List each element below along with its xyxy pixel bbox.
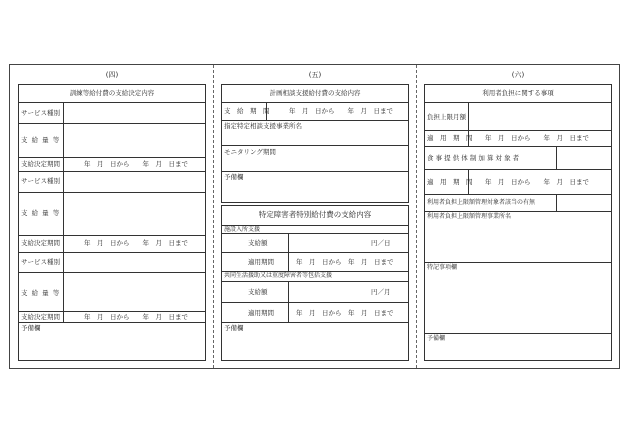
apply-period-label: 適用期間 — [248, 258, 274, 266]
panel-six-title: 利用者負担に関する事項 — [482, 89, 554, 97]
amount-label: 支 給 量 等 — [21, 136, 61, 144]
special-title: 特定障害者特別給付費の支給内容 — [258, 210, 372, 219]
monthly-amount-unit: 円／月 — [371, 288, 391, 296]
burden-management-label: 利用者負担上限額管理対象者該当の有無 — [427, 199, 536, 206]
apply-period-label: 適 用 期 間 — [427, 178, 473, 186]
panel-five-marker: (五) — [308, 71, 322, 79]
group-home-label: 共同生活援助又は重度障害者等包括支援 — [224, 272, 333, 279]
period-label: 支給決定期間 — [21, 160, 60, 168]
office-label: 指定特定相談支援事業所名 — [224, 122, 302, 130]
service-type-label: サービス種別 — [21, 177, 60, 185]
fold-line-1 — [213, 65, 214, 368]
panel-six-marker: (六) — [511, 71, 525, 79]
apply-period-value: 年 月 日から 年 月 日まで — [485, 178, 589, 186]
panel-six-table — [424, 84, 612, 361]
burden-office-label: 利用者負担上限額管理事業所名 — [427, 213, 512, 220]
period-value: 年 月 日から 年 月 日まで — [84, 239, 188, 247]
panel-four-marker: (四) — [105, 71, 119, 79]
service-type-label: サービス種別 — [21, 109, 60, 117]
monthly-amount-label: 支給額 — [248, 288, 268, 296]
remarks-label: 予備欄 — [224, 173, 244, 181]
apply-period-label: 適 用 期 間 — [427, 134, 473, 142]
period-label: 支 給 期 間 — [224, 107, 270, 115]
apply-period-value: 年 月 日から 年 月 日まで — [485, 134, 589, 142]
fold-line-2 — [416, 65, 417, 368]
period-label: 支給決定期間 — [21, 313, 60, 321]
meal-addition-label: 食 事 提 供 体 制 加 算 対 象 者 — [427, 154, 520, 162]
period-value: 年 月 日から 年 月 日まで — [289, 107, 393, 115]
amount-label: 支 給 量 等 — [21, 209, 61, 217]
apply-period-value: 年 月 日から 年 月 日まで — [296, 309, 394, 317]
amount-label: 支 給 量 等 — [21, 289, 61, 297]
period-label: 支給決定期間 — [21, 239, 60, 247]
remarks-label: 予備欄 — [427, 335, 446, 342]
panel-four-title: 訓練等給付費の支給決定内容 — [69, 89, 155, 97]
apply-period-label: 適用期間 — [248, 309, 274, 317]
daily-amount-unit: 円／日 — [371, 239, 391, 247]
apply-period-value: 年 月 日から 年 月 日まで — [296, 258, 394, 266]
remarks-label: 予備欄 — [224, 324, 244, 332]
remarks-label: 予備欄 — [21, 324, 41, 332]
cap-label: 負担上限月額 — [427, 113, 466, 121]
daily-amount-label: 支給額 — [248, 239, 268, 247]
monitoring-label: モニタリング期間 — [224, 148, 276, 156]
panel-five-title: 計画相談支援給付費の支給内容 — [269, 89, 361, 97]
period-value: 年 月 日から 年 月 日まで — [84, 160, 188, 168]
facility-label: 施設入所支援 — [224, 226, 261, 233]
service-type-label: サービス種別 — [21, 258, 60, 266]
special-notes-label: 特記事項欄 — [427, 264, 458, 271]
period-value: 年 月 日から 年 月 日まで — [84, 313, 188, 321]
